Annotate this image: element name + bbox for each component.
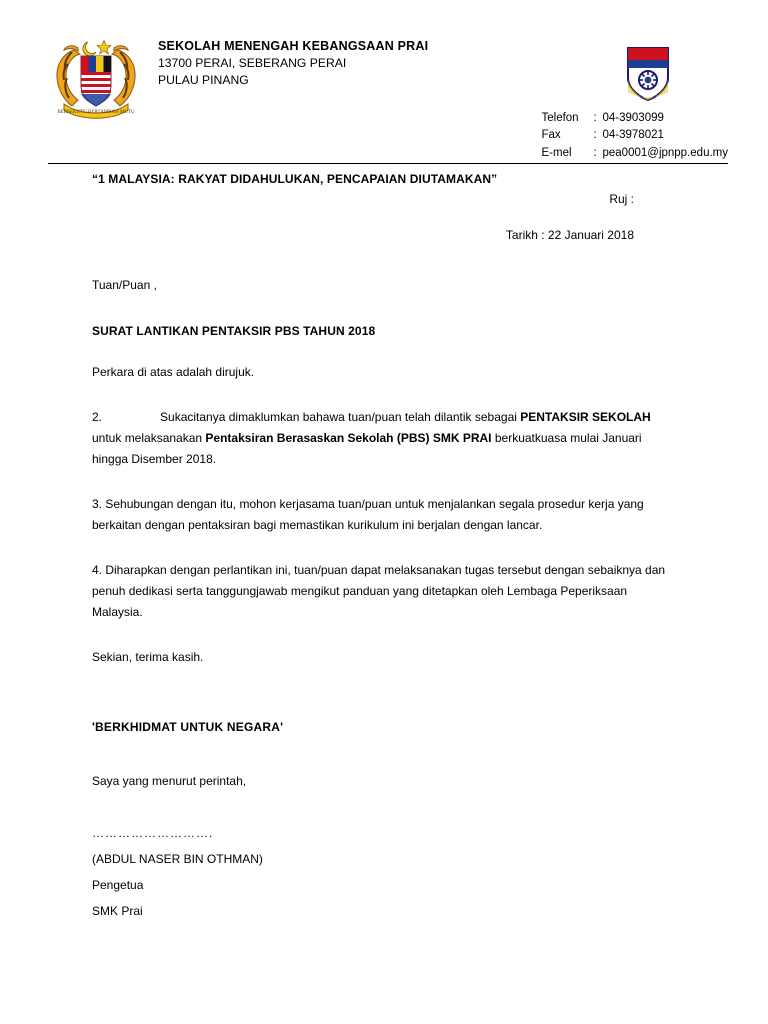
reference-line: Ruj : bbox=[609, 192, 634, 206]
paragraph-3: 3. Sehubungan dengan itu, mohon kerjasama tuan/puan untuk menjalankan segala prosedur kerja yang berkaitan dengan pentaksiran bagi memastikan kurikulum ini berjalan dengan lancar. bbox=[92, 497, 644, 532]
contact-sep-telefon: : bbox=[593, 112, 597, 124]
malaysia-coat-of-arms-icon bbox=[48, 34, 144, 120]
contact-block bbox=[542, 110, 729, 162]
school-name: SEKOLAH MENENGAH KEBANGSAAN PRAI bbox=[158, 39, 429, 53]
contact-label-email: E-mel bbox=[541, 146, 572, 159]
contact-row-fax bbox=[542, 127, 729, 144]
paragraph-4: 4. Diharapkan dengan perlantikan ini, tuan/puan dapat melaksanakan tugas tersebut dengan sebaiknya dan penuh dedikasi serta tanggungjawab mengikut panduan yang ditetapkan oleh Lembaga Peperiksaan Malaysia. bbox=[92, 563, 666, 619]
paragraph-2-bold-a: PENTAKSIR SEKOLAH bbox=[520, 410, 651, 424]
obedient-line: Saya yang menurut perintah, bbox=[92, 774, 247, 788]
paragraph-2-number: 2. bbox=[92, 410, 103, 424]
contact-value-email: pea0001@jpnpp.edu.my bbox=[602, 146, 728, 159]
salutation: Tuan/Puan , bbox=[92, 278, 157, 292]
paragraph-2 bbox=[92, 407, 668, 470]
letter-subject: SURAT LANTIKAN PENTAKSIR PBS TAHUN 2018 bbox=[92, 324, 376, 338]
svg-text:BERSEKUTU BERTAMBAH MUTU: BERSEKUTU BERTAMBAH MUTU bbox=[57, 110, 135, 115]
paragraph-2-text-b: untuk melaksanakan bbox=[92, 431, 206, 445]
contact-row-email bbox=[542, 145, 729, 162]
letterhead bbox=[0, 0, 768, 159]
school-address-line-2: PULAU PINANG bbox=[158, 72, 249, 87]
paragraph-1: Perkara di atas adalah dirujuk. bbox=[92, 365, 255, 379]
motto-line: “1 MALAYSIA: RAKYAT DIDAHULUKAN, PENCAPAIAN DIUTAMAKAN” bbox=[92, 172, 498, 186]
signer-school: SMK Prai bbox=[92, 904, 143, 918]
school-identity bbox=[158, 30, 428, 89]
paragraph-2-text-a: Sukacitanya dimaklumkan bahawa tuan/puan telah dilantik sebagai bbox=[160, 410, 521, 424]
header-divider bbox=[48, 163, 728, 164]
contact-sep-fax: : bbox=[593, 129, 597, 142]
paragraph-2-text-c: berkuatkuasa mulai Januari hingga Disember 2018. bbox=[92, 431, 642, 466]
sign-off-slogan: 'BERKHIDMAT UNTUK NEGARA' bbox=[92, 720, 284, 734]
signer-name: (ABDUL NASER BIN OTHMAN) bbox=[92, 852, 263, 866]
paragraph-2-bold-b: Pentaksiran Berasaskan Sekolah (PBS) SMK PRAI bbox=[205, 431, 492, 445]
contact-label-fax: Fax bbox=[541, 129, 561, 142]
signer-role: Pengetua bbox=[92, 878, 144, 892]
contact-value-telefon: 04-3903099 bbox=[602, 112, 664, 124]
signature-line: ………………………. bbox=[92, 826, 214, 840]
contact-value-fax: 04-3978021 bbox=[602, 129, 664, 142]
school-address-line-1: 13700 PERAI, SEBERANG PERAI bbox=[158, 55, 347, 70]
closing-line: Sekian, terima kasih. bbox=[92, 650, 204, 664]
date-line: Tarikh : 22 Januari 2018 bbox=[505, 228, 634, 242]
contact-sep-email: : bbox=[593, 146, 597, 159]
letter-body bbox=[92, 172, 668, 918]
contact-label-telefon: Telefon bbox=[541, 112, 579, 124]
contact-row-telefon bbox=[542, 110, 729, 127]
school-crest-icon bbox=[624, 44, 672, 102]
